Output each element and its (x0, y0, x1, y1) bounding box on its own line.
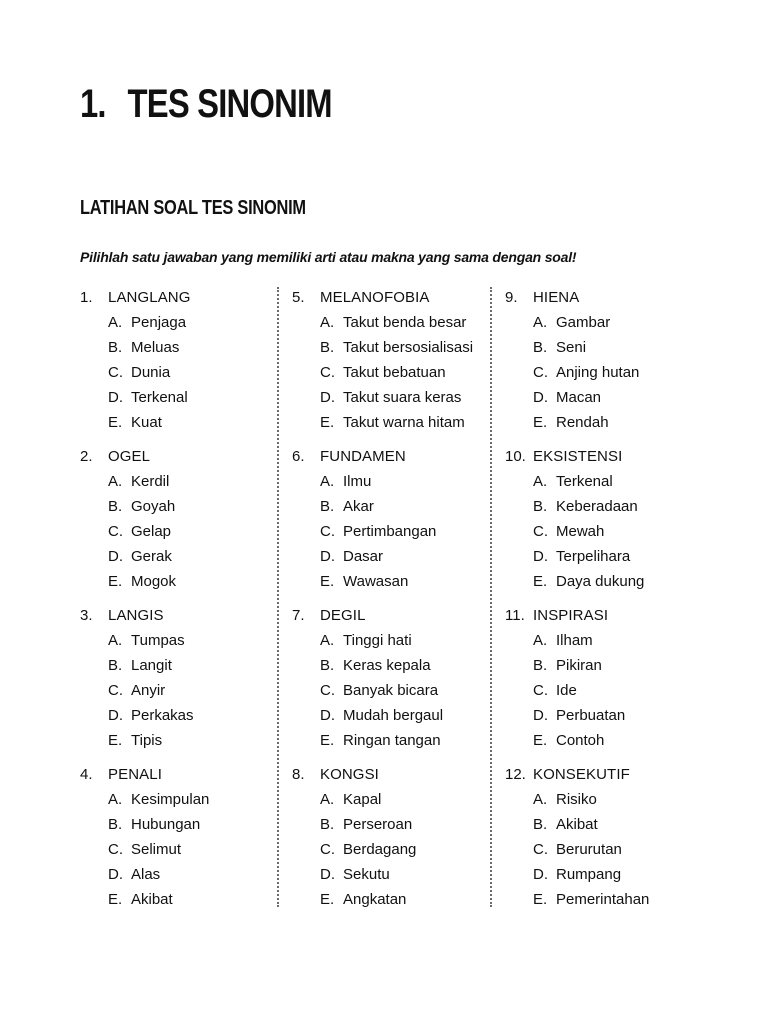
option-text: Berurutan (556, 841, 622, 858)
answer-option (80, 812, 280, 837)
answer-option (80, 728, 280, 753)
question-word: LANGLANG (108, 289, 191, 306)
option-letter: D. (533, 389, 548, 406)
question-columns (80, 285, 700, 910)
option-letter: C. (533, 364, 548, 381)
option-letter: B. (108, 657, 123, 674)
option-text: Kapal (343, 791, 382, 808)
option-text: Ide (556, 682, 577, 699)
answer-option (292, 837, 492, 862)
option-text: Perkakas (131, 707, 194, 724)
option-text: Gambar (556, 314, 611, 331)
option-letter: A. (320, 473, 335, 490)
option-letter: B. (533, 657, 548, 674)
option-letter: E. (320, 891, 335, 908)
instruction-text: Pilihlah satu jawaban yang memiliki arti atau makna yang sama dengan soal! (80, 249, 577, 265)
answer-option (505, 469, 705, 494)
option-text: Contoh (556, 732, 605, 749)
question-number: 12. (505, 766, 526, 783)
option-text: Takut warna hitam (343, 414, 465, 431)
option-text: Rendah (556, 414, 609, 431)
answer-option (80, 494, 280, 519)
option-letter: E. (108, 732, 123, 749)
option-letter: A. (320, 314, 335, 331)
answer-option (292, 653, 492, 678)
answer-option (80, 335, 280, 360)
question-item (80, 603, 280, 762)
question-header (292, 603, 492, 628)
option-letter: E. (320, 732, 335, 749)
option-letter: B. (320, 657, 335, 674)
question-word: MELANOFOBIA (320, 289, 430, 306)
answer-option (292, 728, 492, 753)
question-header (80, 603, 280, 628)
page-title-number: 1. (80, 82, 106, 126)
option-text: Terkenal (131, 389, 188, 406)
option-letter: B. (533, 339, 548, 356)
option-text: Penjaga (131, 314, 187, 331)
option-text: Gerak (131, 548, 172, 565)
page-title (80, 80, 332, 128)
option-letter: E. (533, 414, 548, 431)
option-letter: B. (108, 339, 123, 356)
option-text: Takut bebatuan (343, 364, 446, 381)
question-item (292, 285, 492, 444)
option-text: Daya dukung (556, 573, 645, 590)
answer-option (80, 703, 280, 728)
option-text: Takut suara keras (343, 389, 462, 406)
option-letter: C. (533, 682, 548, 699)
answer-option (80, 519, 280, 544)
question-header (505, 762, 705, 787)
question-item (505, 603, 705, 762)
answer-option (80, 787, 280, 812)
answer-option (292, 469, 492, 494)
option-text: Tumpas (131, 632, 185, 649)
option-text: Kuat (131, 414, 162, 431)
answer-option (80, 360, 280, 385)
question-header (505, 444, 705, 469)
option-text: Tinggi hati (343, 632, 412, 649)
question-word: HIENA (533, 289, 580, 306)
answer-option (505, 812, 705, 837)
option-letter: E. (533, 732, 548, 749)
question-number: 4. (80, 766, 93, 783)
answer-option (80, 410, 280, 435)
answer-option (80, 862, 280, 887)
option-letter: A. (533, 473, 548, 490)
option-text: Seni (556, 339, 587, 356)
answer-option (292, 494, 492, 519)
option-letter: C. (108, 523, 123, 540)
option-text: Perseroan (343, 816, 413, 833)
answer-option (292, 385, 492, 410)
option-letter: A. (533, 791, 548, 808)
option-letter: D. (320, 389, 335, 406)
answer-option (505, 569, 705, 594)
option-text: Kesimpulan (131, 791, 210, 808)
question-column (80, 285, 280, 921)
question-word: INSPIRASI (533, 607, 609, 624)
answer-option (292, 569, 492, 594)
answer-option (80, 310, 280, 335)
option-text: Rumpang (556, 866, 622, 883)
option-text: Pemerintahan (556, 891, 650, 908)
option-letter: A. (108, 473, 123, 490)
option-letter: C. (108, 364, 123, 381)
option-letter: C. (320, 364, 335, 381)
option-text: Selimut (131, 841, 182, 858)
option-letter: D. (108, 707, 123, 724)
option-letter: C. (533, 841, 548, 858)
answer-option (505, 837, 705, 862)
question-item (292, 762, 492, 921)
answer-option (292, 887, 492, 912)
answer-option (505, 335, 705, 360)
answer-option (292, 335, 492, 360)
question-word: KONGSI (320, 766, 379, 783)
option-letter: D. (320, 707, 335, 724)
option-text: Anyir (131, 682, 166, 699)
answer-option (505, 787, 705, 812)
option-text: Dasar (343, 548, 384, 565)
option-text: Keras kepala (343, 657, 431, 674)
option-letter: D. (108, 866, 123, 883)
answer-option (292, 678, 492, 703)
question-item (292, 603, 492, 762)
question-number: 1. (80, 289, 93, 306)
option-text: Wawasan (343, 573, 409, 590)
answer-option (505, 360, 705, 385)
answer-option (292, 519, 492, 544)
option-letter: E. (108, 414, 123, 431)
option-letter: D. (320, 548, 335, 565)
question-item (292, 444, 492, 603)
option-letter: A. (108, 791, 123, 808)
option-letter: A. (108, 314, 123, 331)
option-letter: D. (108, 548, 123, 565)
question-header (80, 762, 280, 787)
question-word: OGEL (108, 448, 151, 465)
option-letter: C. (320, 523, 335, 540)
question-header (80, 444, 280, 469)
question-item (80, 285, 280, 444)
option-letter: B. (320, 339, 335, 356)
question-item (505, 285, 705, 444)
answer-option (292, 410, 492, 435)
option-text: Ringan tangan (343, 732, 441, 749)
option-text: Akibat (131, 891, 173, 908)
answer-option (80, 837, 280, 862)
answer-option (292, 628, 492, 653)
answer-option (292, 310, 492, 335)
option-letter: D. (533, 866, 548, 883)
option-letter: B. (320, 816, 335, 833)
option-text: Mogok (131, 573, 177, 590)
option-letter: D. (533, 548, 548, 565)
option-letter: C. (320, 682, 335, 699)
answer-option (80, 653, 280, 678)
answer-option (505, 385, 705, 410)
question-number: 11. (505, 607, 525, 624)
answer-option (505, 410, 705, 435)
option-letter: B. (533, 816, 548, 833)
option-text: Langit (131, 657, 172, 674)
option-text: Banyak bicara (343, 682, 439, 699)
answer-option (292, 812, 492, 837)
option-letter: E. (108, 573, 123, 590)
answer-option (505, 544, 705, 569)
answer-option (80, 544, 280, 569)
question-header (292, 762, 492, 787)
option-letter: D. (108, 389, 123, 406)
question-header (505, 285, 705, 310)
question-number: 5. (292, 289, 305, 306)
answer-option (505, 703, 705, 728)
option-text: Akar (343, 498, 374, 515)
question-item (80, 444, 280, 603)
option-text: Macan (556, 389, 602, 406)
option-text: Meluas (131, 339, 180, 356)
option-text: Ilham (556, 632, 593, 649)
answer-option (292, 787, 492, 812)
question-header (505, 603, 705, 628)
option-text: Keberadaan (556, 498, 638, 515)
question-item (505, 444, 705, 603)
option-letter: B. (320, 498, 335, 515)
option-text: Kerdil (131, 473, 170, 490)
option-letter: C. (320, 841, 335, 858)
option-letter: A. (533, 314, 548, 331)
option-text: Mudah bergaul (343, 707, 444, 724)
option-text: Anjing hutan (556, 364, 640, 381)
question-word: KONSEKUTIF (533, 766, 630, 783)
option-text: Risiko (556, 791, 597, 808)
option-letter: B. (533, 498, 548, 515)
answer-option (292, 544, 492, 569)
option-letter: C. (533, 523, 548, 540)
option-letter: D. (533, 707, 548, 724)
answer-option (292, 360, 492, 385)
option-text: Berdagang (343, 841, 417, 858)
option-letter: B. (108, 498, 123, 515)
option-letter: A. (108, 632, 123, 649)
option-text: Takut benda besar (343, 314, 467, 331)
answer-option (80, 628, 280, 653)
question-header (292, 444, 492, 469)
answer-option (505, 678, 705, 703)
option-letter: A. (533, 632, 548, 649)
option-text: Pikiran (556, 657, 602, 674)
question-number: 7. (292, 607, 305, 624)
option-text: Akibat (556, 816, 598, 833)
question-column (505, 285, 705, 921)
option-text: Ilmu (343, 473, 372, 490)
question-number: 6. (292, 448, 305, 465)
question-number: 10. (505, 448, 526, 465)
question-column (292, 285, 492, 921)
answer-option (505, 494, 705, 519)
option-text: Goyah (131, 498, 176, 515)
question-number: 2. (80, 448, 93, 465)
option-letter: C. (108, 682, 123, 699)
question-word: DEGIL (320, 607, 366, 624)
option-text: Angkatan (343, 891, 407, 908)
question-number: 9. (505, 289, 518, 306)
answer-option (505, 653, 705, 678)
option-letter: E. (533, 573, 548, 590)
question-word: EKSISTENSI (533, 448, 623, 465)
option-text: Alas (131, 866, 161, 883)
answer-option (80, 469, 280, 494)
option-letter: D. (320, 866, 335, 883)
option-text: Sekutu (343, 866, 390, 883)
option-text: Pertimbangan (343, 523, 437, 540)
section-title: LATIHAN SOAL TES SINONIM (80, 197, 306, 219)
option-text: Terpelihara (556, 548, 631, 565)
question-item (80, 762, 280, 921)
option-text: Dunia (131, 364, 171, 381)
question-number: 8. (292, 766, 305, 783)
option-letter: C. (108, 841, 123, 858)
answer-option (505, 728, 705, 753)
question-word: LANGIS (108, 607, 164, 624)
option-letter: E. (533, 891, 548, 908)
question-number: 3. (80, 607, 93, 624)
option-text: Gelap (131, 523, 172, 540)
option-letter: E. (320, 414, 335, 431)
answer-option (505, 519, 705, 544)
option-letter: E. (320, 573, 335, 590)
option-text: Takut bersosialisasi (343, 339, 474, 356)
answer-option (292, 862, 492, 887)
question-item (505, 762, 705, 921)
option-letter: B. (108, 816, 123, 833)
question-word: FUNDAMEN (320, 448, 406, 465)
answer-option (505, 887, 705, 912)
answer-option (80, 678, 280, 703)
answer-option (505, 310, 705, 335)
option-text: Tipis (131, 732, 163, 749)
option-letter: E. (108, 891, 123, 908)
option-letter: A. (320, 632, 335, 649)
answer-option (80, 887, 280, 912)
option-letter: A. (320, 791, 335, 808)
question-header (80, 285, 280, 310)
option-text: Hubungan (131, 816, 201, 833)
answer-option (80, 569, 280, 594)
answer-option (505, 862, 705, 887)
page-title-text: TES SINONIM (127, 82, 332, 126)
option-text: Mewah (556, 523, 605, 540)
question-header (292, 285, 492, 310)
answer-option (505, 628, 705, 653)
option-text: Perbuatan (556, 707, 626, 724)
answer-option (292, 703, 492, 728)
question-word: PENALI (108, 766, 162, 783)
answer-option (80, 385, 280, 410)
option-text: Terkenal (556, 473, 613, 490)
